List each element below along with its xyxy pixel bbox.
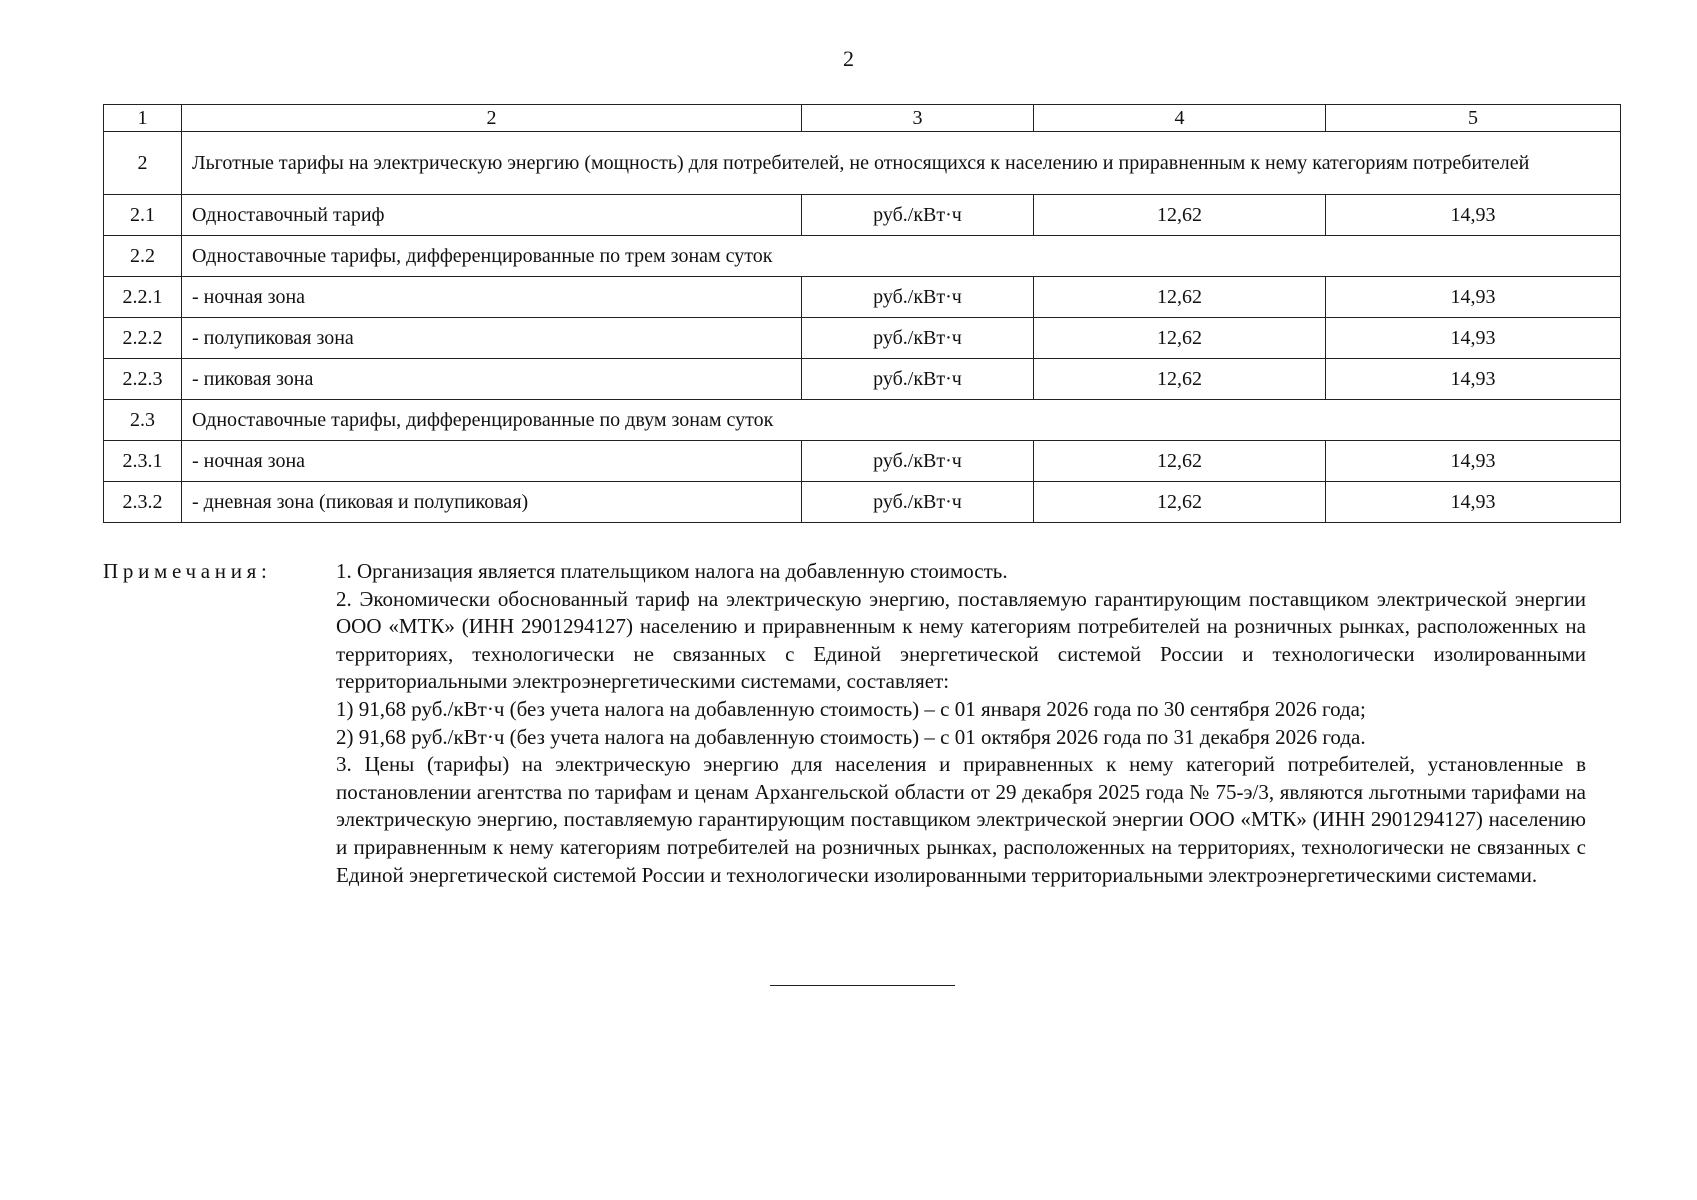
row-value-col5: 14,93 [1326, 318, 1621, 359]
note-item: 1) 91,68 руб./кВт·ч (без учета налога на добавленную стоимость) – с 01 января 2026 года по 30 сентября 2026 года; [336, 696, 1366, 721]
row-value-col4: 12,62 [1034, 441, 1326, 482]
column-header: 2 [182, 105, 802, 132]
page-number: 2 [843, 46, 854, 71]
table-row [104, 195, 1621, 236]
row-name: - полупиковая зона [182, 318, 802, 359]
row-name: - ночная зона [182, 441, 802, 482]
row-value-col4: 12,62 [1034, 318, 1326, 359]
row-unit: руб./кВт·ч [802, 277, 1034, 318]
section-row [104, 400, 1621, 441]
table-row [104, 359, 1621, 400]
row-name: - дневная зона (пиковая и полупиковая) [182, 482, 802, 523]
closing-divider [770, 985, 955, 986]
section-title: Льготные тарифы на электрическую энергию (мощность) для потребителей, не относящихся к населению и приравненным к нему категориям потребителей [182, 132, 1621, 195]
row-name: - пиковая зона [182, 359, 802, 400]
row-name: - ночная зона [182, 277, 802, 318]
column-header: 5 [1326, 105, 1621, 132]
table-row [104, 482, 1621, 523]
row-number: 2.3.1 [104, 441, 182, 482]
section-row [104, 236, 1621, 277]
row-number: 2.3.2 [104, 482, 182, 523]
section-title: Одноставочные тарифы, дифференцированные по двум зонам суток [182, 400, 1621, 441]
section-number: 2 [104, 132, 182, 195]
note-item: 1. Организация является плательщиком налога на добавленную стоимость. [336, 559, 1008, 583]
section-row [104, 132, 1621, 195]
table-row [104, 441, 1621, 482]
row-number: 2.2.2 [104, 318, 182, 359]
section-number: 2.2 [104, 236, 182, 277]
section-number: 2.3 [104, 400, 182, 441]
column-header: 4 [1034, 105, 1326, 132]
row-value-col4: 12,62 [1034, 359, 1326, 400]
row-unit: руб./кВт·ч [802, 359, 1034, 400]
row-number: 2.2.1 [104, 277, 182, 318]
row-value-col5: 14,93 [1326, 277, 1621, 318]
table-row [104, 318, 1621, 359]
section-title: Одноставочные тарифы, дифференцированные по трем зонам суток [182, 236, 1621, 277]
row-value-col5: 14,93 [1326, 195, 1621, 236]
column-header: 3 [802, 105, 1034, 132]
row-unit: руб./кВт·ч [802, 195, 1034, 236]
row-unit: руб./кВт·ч [802, 482, 1034, 523]
row-number: 2.1 [104, 195, 182, 236]
tariff-table [103, 104, 1621, 523]
row-value-col5: 14,93 [1326, 482, 1621, 523]
row-name: Одноставочный тариф [182, 195, 802, 236]
row-value-col4: 12,62 [1034, 482, 1326, 523]
row-value-col4: 12,62 [1034, 195, 1326, 236]
note-item: 3. Цены (тарифы) на электрическую энергию для населения и приравненных к нему категорий потребителей, установленные в постановлении агентства по тарифам и ценам Архангельской области от 29 декабря 2025 года № 75-э/3, являются льготными тарифами на электрическую энергию, поставляемую гарантирующим поставщиком электрической энергии ООО «МТК» (ИНН 2901294127) населению и приравненным к нему категориям потребителей на розничных рынках, расположенных на территориях, технологически не связанных с Единой энергетической системой России и технологически изолированными территориальными электроэнергетическими системами. [336, 752, 1586, 887]
note-item: 2) 91,68 руб./кВт·ч (без учета налога на добавленную стоимость) – с 01 октября 2026 года по 31 декабря 2026 года. [336, 724, 1366, 749]
row-unit: руб./кВт·ч [802, 318, 1034, 359]
note-item: 2. Экономически обоснованный тариф на электрическую энергию, поставляемую гарантирующим поставщиком электрической энергии ООО «МТК» (ИНН 2901294127) населению и приравненным к нему категориям потребителей на розничных рынках, расположенных на территориях, технологически не связанных с Единой энергетической системой России и технологически изолированными территориальными электроэнергетическими системами, составляет: [336, 586, 1586, 694]
row-number: 2.2.3 [104, 359, 182, 400]
row-value-col5: 14,93 [1326, 441, 1621, 482]
notes-list [336, 558, 1586, 889]
row-unit: руб./кВт·ч [802, 441, 1034, 482]
notes-label: Примечания: [103, 559, 272, 583]
table-row [104, 277, 1621, 318]
table-header-row [104, 105, 1621, 132]
column-header: 1 [104, 105, 182, 132]
row-value-col4: 12,62 [1034, 277, 1326, 318]
row-value-col5: 14,93 [1326, 359, 1621, 400]
